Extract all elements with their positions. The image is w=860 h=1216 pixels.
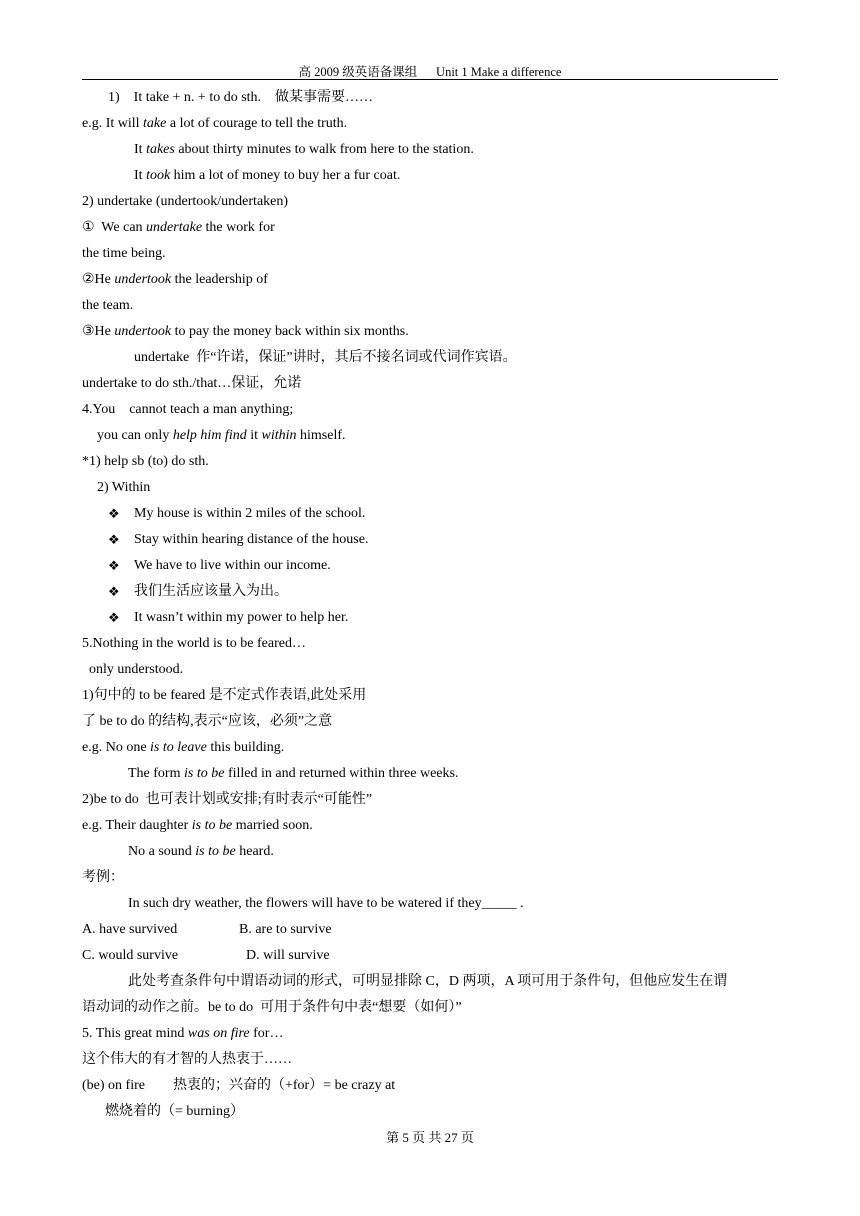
italic-phrase: is to leave	[150, 740, 207, 755]
bullet-icon: ❖	[108, 558, 120, 573]
text-line	[239, 921, 332, 939]
text-run: for…	[249, 1026, 284, 1041]
text-run: B. are to survive	[239, 922, 332, 937]
text-run: 2) undertake (undertook/undertaken)	[82, 194, 289, 209]
italic-phrase: undertook	[114, 272, 172, 287]
bullet-item	[134, 505, 365, 523]
text-line	[128, 765, 458, 783]
text-line	[97, 479, 150, 497]
text-run: it	[246, 428, 262, 443]
text-run: 5.Nothing in the world is to be feared…	[82, 636, 306, 651]
text-line	[82, 921, 177, 939]
page-header	[82, 62, 778, 80]
text-line	[82, 1051, 292, 1069]
text-run: undertake to do sth./that…保证，允诺	[82, 376, 302, 391]
italic-phrase: within	[261, 428, 297, 443]
text-run: 考例：	[82, 870, 124, 885]
text-run: 这个伟大的有才智的人热衷于……	[82, 1052, 292, 1067]
text-line	[82, 869, 124, 887]
header-left: 高 2009 级英语备课组	[298, 65, 418, 79]
text-line	[82, 739, 284, 757]
text-line	[97, 427, 346, 445]
text-line	[246, 947, 330, 965]
text-run: undertake 作“许诺，保证”讲时，其后不接名词或代词作宾语。	[134, 350, 517, 365]
italic-phrase: is to be	[195, 844, 236, 859]
text-run: himself.	[296, 428, 346, 443]
text-line	[128, 895, 524, 913]
text-run: married soon.	[232, 818, 313, 833]
italic-phrase: is to be	[183, 766, 225, 781]
text-run: D. will survive	[246, 948, 330, 963]
italic-phrase: took	[146, 168, 171, 183]
text-line	[82, 401, 293, 419]
text-run: It	[134, 142, 147, 157]
text-line	[82, 817, 313, 835]
page-footer: 第 5 页 共 27 页	[386, 1130, 474, 1145]
text-line	[82, 999, 462, 1017]
text-run: the leadership of	[171, 272, 268, 287]
text-line	[82, 687, 366, 705]
text-line	[105, 1103, 244, 1121]
text-line	[82, 245, 166, 263]
text-run: The form	[128, 766, 184, 781]
text-line	[82, 791, 372, 809]
text-run: C. would survive	[82, 948, 179, 963]
text-line	[82, 297, 133, 315]
text-line	[128, 843, 274, 861]
bullet-icon: ❖	[108, 584, 120, 599]
text-run: him a lot of money to buy her a fur coat.	[170, 168, 401, 183]
text-run: you can only	[97, 428, 173, 443]
text-run: 1)句中的 to be feared 是不定式作表语,此处采用	[82, 688, 367, 703]
bullet-item	[134, 531, 368, 549]
text-run: 4.You cannot teach a man anything;	[82, 402, 294, 417]
bullet-icon: ❖	[108, 532, 120, 547]
text-line	[82, 1077, 395, 1095]
header-rule	[82, 79, 778, 80]
bullet-item	[134, 609, 348, 627]
bullet-item	[134, 557, 331, 575]
text-run: 5. This great mind	[82, 1026, 188, 1041]
text-run: about thirty minutes to walk from here to the station.	[174, 142, 474, 157]
text-line	[82, 271, 268, 289]
text-line	[82, 453, 209, 471]
text-line	[134, 349, 517, 367]
bullet-icon: ❖	[108, 506, 120, 521]
text-run: the work for	[202, 220, 275, 235]
text-run: ③He	[82, 324, 115, 339]
text-run: 燃烧着的（= burning）	[105, 1104, 244, 1119]
text-line	[134, 167, 400, 185]
italic-phrase: takes	[146, 142, 175, 157]
header-right: Unit 1 Make a difference	[436, 65, 562, 79]
italic-phrase: was on fire	[187, 1026, 250, 1041]
text-run: Stay within hearing distance of the house.	[134, 532, 369, 547]
text-line	[82, 1025, 283, 1043]
text-run: filled in and returned within three weeks.	[224, 766, 459, 781]
text-run: 2)be to do 也可表计划或安排;有时表示“可能性”	[82, 792, 373, 807]
text-line	[82, 323, 409, 341]
italic-phrase: take	[143, 116, 167, 131]
text-run: 2) Within	[97, 480, 151, 495]
text-run: e.g. Their daughter	[82, 818, 192, 833]
text-run: to pay the money back within six months.	[171, 324, 409, 339]
text-line	[82, 193, 288, 211]
text-run: It wasn’t within my power to help her.	[134, 610, 349, 625]
text-run: ① We can	[82, 220, 147, 235]
text-line	[82, 375, 301, 393]
text-run: *1) help sb (to) do sth.	[82, 454, 209, 469]
text-run: e.g. No one	[82, 740, 151, 755]
text-line	[134, 141, 474, 159]
text-run: 语动词的动作之前。be to do 可用于条件句中表“想要（如何）”	[82, 1000, 462, 1015]
text-run: the time being.	[82, 246, 166, 261]
text-line	[82, 635, 306, 653]
text-line	[82, 115, 347, 133]
text-run: only understood.	[89, 662, 184, 677]
text-run: In such dry weather, the flowers will have to be watered if they_____ .	[128, 896, 524, 911]
italic-phrase: help him find	[172, 428, 247, 443]
text-run: this building.	[206, 740, 285, 755]
italic-phrase: is to be	[191, 818, 233, 833]
text-run: (be) on fire 热衷的；兴奋的（+for）= be crazy at	[82, 1078, 396, 1093]
text-run: It	[134, 168, 147, 183]
text-run: a lot of courage to tell the truth.	[166, 116, 348, 131]
text-run: 我们生活应该量入为出。	[134, 584, 288, 599]
text-run: No a sound	[128, 844, 196, 859]
text-run: A. have survived	[82, 922, 178, 937]
italic-phrase: undertake	[146, 220, 203, 235]
bullet-icon: ❖	[108, 610, 120, 625]
text-line	[82, 219, 275, 237]
italic-phrase: undertook	[114, 324, 172, 339]
text-line	[128, 973, 727, 991]
text-run: 此处考查条件句中谓语动词的形式，可明显排除 C，D 两项，A 项可用于条件句，但他应发生在谓	[128, 974, 728, 989]
text-run: the team.	[82, 298, 134, 313]
text-run: ②He	[82, 272, 115, 287]
text-run: 1) It take + n. + to do sth. 做某事需要……	[108, 90, 374, 105]
text-run: e.g. It will	[82, 116, 144, 131]
text-line	[82, 713, 332, 731]
text-line	[89, 661, 183, 679]
text-run: My house is within 2 miles of the school.	[134, 506, 366, 521]
text-run: heard.	[235, 844, 274, 859]
text-run: We have to live within our income.	[134, 558, 331, 573]
text-line	[82, 947, 178, 965]
text-line	[108, 89, 373, 107]
bullet-item	[134, 583, 288, 601]
text-run: 了 be to do 的结构,表示“应该，必须”之意	[82, 714, 333, 729]
